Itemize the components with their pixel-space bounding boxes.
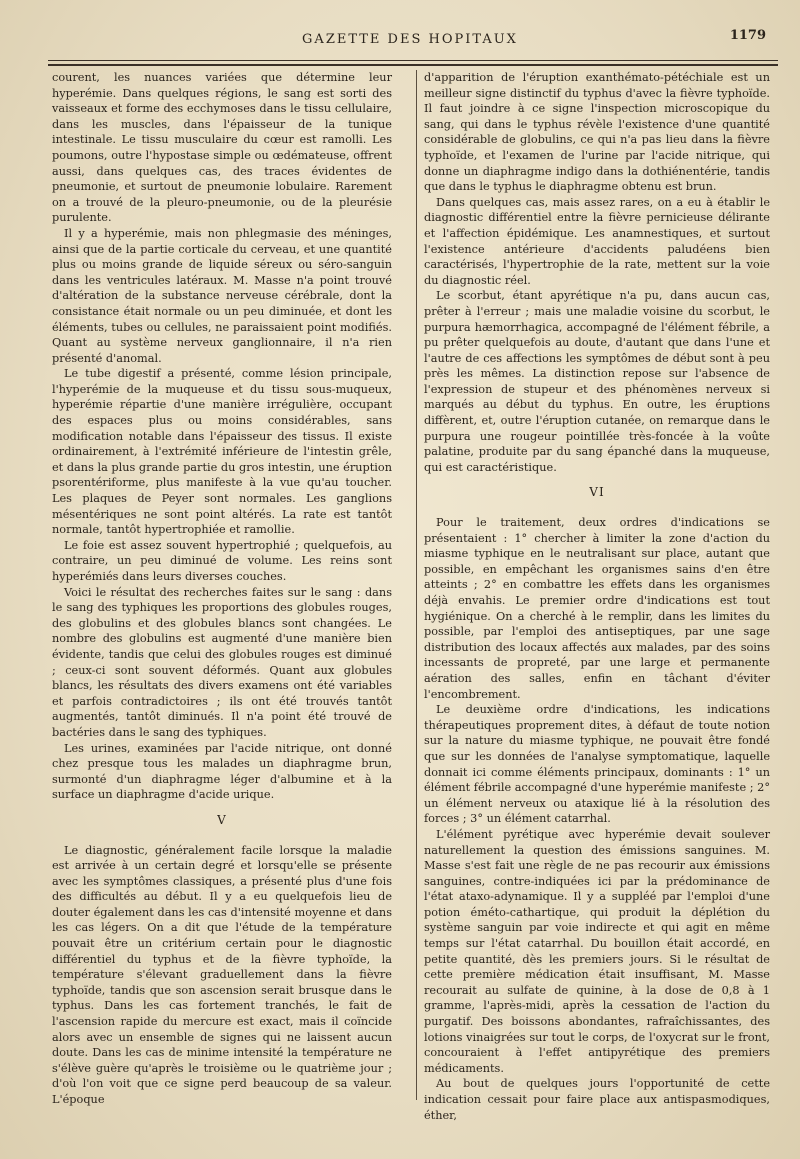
paragraph: Les urines, examinées par l'acide nitrique, ont donné chez presque tous les malades un diaphragme brun, surmonté d'un diaphragme léger d'albumine et à la surface un diaphragme d'acide urique. [52, 741, 392, 802]
section-heading-vi: VI [589, 485, 605, 500]
paragraph: Le diagnostic, généralement facile lorsque la maladie est arrivée à un certain degré et lorsqu'elle se présente avec les symptômes classiques, a présenté plus d'une fois des difficultés au début. Il y a eu quelquefois lieu de douter également dans les cas d'intensité moyenne et dans les cas légers. On a dit que l'étude de la température pouvait être un critérium certain pour le diagnostic différentiel du typhus et de la fièvre typhoïde, la température s'élevant graduellement dans la fièvre typhoïde, tandis que son ascension serait brusque dans le typhus. Dans les cas fortement tranchés, le fait de l'ascension rapide du mercure est exact, mais il coïncide alors avec un ensemble de signes qui ne laissent aucun doute. Dans les cas de minime intensité la température ne s'élève guère qu'après le troisième ou le quatrième jour ; d'où l'on voit que ce signe perd beaucoup de sa valeur. L'époque [52, 843, 392, 1106]
header-rule-thick [48, 64, 778, 66]
page-header [40, 28, 780, 52]
paragraph: Le deuxième ordre d'indications, les indications thérapeutiques proprement dites, à défaut de toute notion sur la nature du miasme typhique, ne pouvait être fondé que sur les données de l'analyse symptomatique, laquelle donnait ici comme éléments principaux, dominants : 1° un élément fébrile accompagné d'une hyperémie manifeste ; 2° un élément nerveux ou ataxique lié à la résolution des forces ; 3° un élément catarrhal. [424, 703, 770, 826]
right-column [424, 70, 770, 1123]
section-heading-v: V [217, 812, 227, 827]
paragraph: Voici le résultat des recherches faites sur le sang : dans le sang des typhiques les proportions des globules rouges, des globulins et des globules blancs sont changées. Le nombre des globulins est augmenté d'une manière bien évidente, tandis que celui des globules rouges est diminué ; ceux-ci sont souvent déformés. Quant aux globules blancs, les résultats des divers examens ont été variables et parfois contradictoires ; ils ont été trouvés tantôt augmentés, tantôt diminués. Il n'a point été trouvé de bactéries dans le sang des typhiques. [52, 585, 392, 739]
paragraph: Dans quelques cas, mais assez rares, on a eu à établir le diagnostic différentiel entre la fièvre pernicieuse délirante et l'affection épidémique. Les anamnestiques, et surtout l'existence antérieure d'accidents paludéens bien caractérisés, l'hypertrophie de la rate, mettent sur la voie du diagnostic réel. [424, 195, 770, 287]
paragraph: Le tube digestif a présenté, comme lésion principale, l'hyperémie de la muqueuse et du tissu sous-muqueux, hyperémie répartie d'une manière irrégulière, occupant des espaces plus ou moins considérables, sans modification notable dans l'épaisseur des tissus. Il existe ordinairement, à l'extrémité inférieure de l'intestin grêle, et dans la plus grande partie du gros intestin, une éruption psorentériforme, plus manifeste à la vue qu'au toucher. Les plaques de Peyer sont normales. Les ganglions mésentériques ne sont point altérés. La rate est tantôt normale, tantôt hypertrophiée et ramollie. [52, 367, 392, 537]
page-number: 1179 [729, 28, 766, 43]
paragraph: Pour le traitement, deux ordres d'indications se présentaient : 1° chercher à limiter la zone d'action du miasme typhique en le neutralisant sur place, autant que possible, en empêchant les organismes sains d'en être atteints ; 2° en combattre les effets dans les organismes déjà envahis. Le premier ordre d'indications est tout hygiénique. On a cherché à le remplir, dans les limites du possible, par l'emploi des antiseptiques, par une sage distribution des locaux affectés aux malades, par des soins incessants de propreté, par une large et permanente aération des salles, enfin en tâchant d'éviter l'encombrement. [424, 516, 770, 701]
paragraph: Au bout de quelques jours l'opportunité de cette indication cessait pour faire place aux antispasmodiques, éther, [424, 1077, 770, 1122]
paragraph: d'apparition de l'éruption exanthémato-pétéchiale est un meilleur signe distinctif du typhus d'avec la fièvre typhoïde. Il faut joindre à ce signe l'inspection microscopique du sang, qui dans le typhus révèle l'existence d'une quantité considérable de globulins, ce qui n'a pas lieu dans la fièvre typhoïde, et l'examen de l'urine par l'acide nitrique, qui donne un diaphragme indigo dans la dothiénentérie, tandis que dans le typhus le diaphragme obtenu est brun. [424, 71, 770, 194]
left-column [52, 70, 392, 1108]
journal-title: GAZETTE DES HOPITAUX [302, 32, 518, 47]
header-rule-thin [48, 60, 778, 61]
paragraph: Il y a hyperémie, mais non phlegmasie des méninges, ainsi que de la partie corticale du cerveau, et une quantité plus ou moins grande de liquide séreux ou séro-sanguin dans les ventricules latéraux. M. Masse n'a point trouvé d'altération de la substance nerveuse cérébrale, dont la consistance était normale ou un peu diminuée, et dont les éléments, tubes ou cellules, ne paraissaient point modifiés. Quant au système nerveux ganglionnaire, il n'a rien présenté d'anomal. [52, 226, 392, 365]
paragraph: L'élément pyrétique avec hyperémie devait soulever naturellement la question des émissions sanguines. M. Masse s'est fait une règle de ne pas recourir aux émissions sanguines, contre-indiquées ici par la prédominance de l'état ataxo-adynamique. Il y a suppléé par l'emploi d'une potion éméto-cathartique, qui produit la déplétion du système sanguin par voie indirecte et qui agit en même temps sur l'état catarrhal. Du bouillon était accordé, en petite quantité, dès les premiers jours. Si le résultat de cette première médication était insuffisant, M. Masse recourait au sulfate de quinine, à la dose de 0,8 à 1 gramme, l'après-midi, après la cessation de l'action du purgatif. Des boissons abondantes, rafraîchissantes, des lotions vinaigrées sur tout le corps, de l'oxycrat sur le front, concouraient à l'effet antipyrétique des premiers médicaments. [424, 827, 770, 1075]
paragraph: Le foie est assez souvent hypertrophié ; quelquefois, au contraire, un peu diminué de volume. Les reins sont hyperémiés dans leurs diverses couches. [52, 538, 392, 583]
paragraph: Le scorbut, étant apyrétique n'a pu, dans aucun cas, prêter à l'erreur ; mais une maladie voisine du scorbut, le purpura hæmorrhagica, accompagné de l'élément fébrile, a pu prêter quelquefois au doute, d'autant que dans l'une et l'autre de ces affections les symptômes de début sont à peu près les mêmes. La distinction repose sur l'absence de l'expression de stupeur et des phénomènes nerveux si marqués au début du typhus. En outre, les éruptions diffèrent, et, outre l'éruption cutanée, on remarque dans le purpura une rougeur pointillée très-foncée à la voûte palatine, produite par du sang épanché dans la muqueuse, qui est caractéristique. [424, 289, 770, 474]
column-divider [416, 70, 417, 1100]
paragraph: courent, les nuances variées que détermine leur hyperémie. Dans quelques régions, le sang est sorti des vaisseaux et forme des ecchymoses dans le tissu cellulaire, dans les muscles, dans l'épaisseur de la tunique intestinale. Le tissu musculaire du cœur est ramolli. Les poumons, outre l'hypostase simple ou œdémateuse, offrent aussi, dans quelques cas, des traces évidentes de pneumonie, et surtout de pneumonie lobulaire. Rarement on a trouvé de la pleuro-pneumonie, ou de la pleurésie purulente. [52, 71, 392, 225]
